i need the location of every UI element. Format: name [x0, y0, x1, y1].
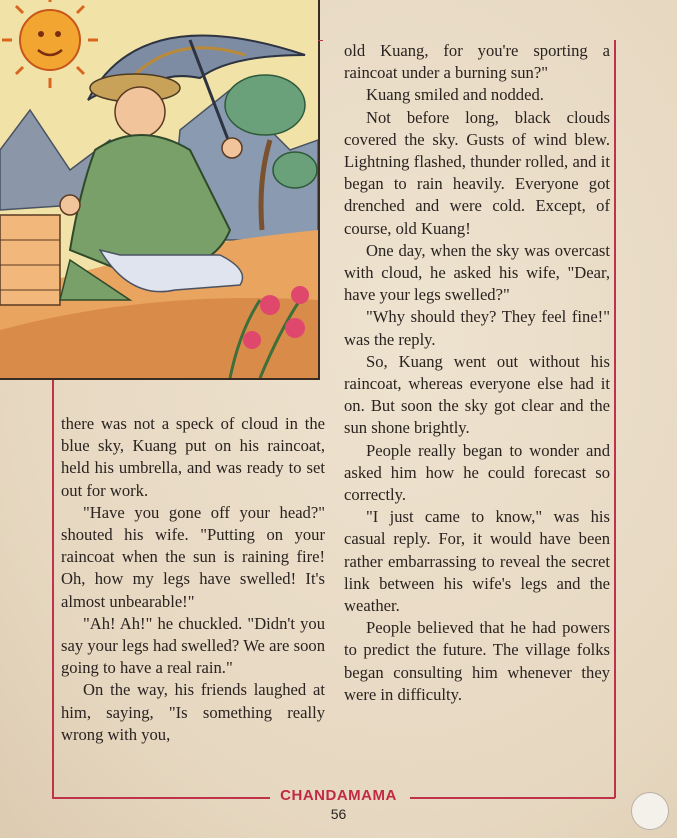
paragraph: "Ah! Ah!" he chuckled. "Didn't you say your legs had swelled? We are soon going to have a real rain." — [61, 613, 325, 678]
paragraph: Not before long, black clouds covered the sky. Gusts of wind blew. Lightning flashed, thunder rolled, and it began to rain heavily. Everyone got drenched and were cold. Except, of course, old Kuang! — [344, 107, 610, 238]
hut-icon — [0, 215, 60, 305]
paragraph: "Why should they? They feel fine!" was the reply. — [344, 307, 610, 349]
paragraph: One day, when the sky was overcast with cloud, he asked his wife, "Dear, have your legs swelled?" — [344, 240, 610, 305]
frame-line-right-vertical — [614, 40, 616, 798]
paragraph: "Have you gone off your head?" shouted his wife. "Putting on your raincoat when the sun is raining fire! Oh, how my legs have swelled! It's almost unbearable!" — [61, 502, 325, 611]
illustration-svg — [0, 0, 318, 378]
page-number: 56 — [330, 806, 347, 822]
magazine-title: CHANDAMAMA — [280, 787, 397, 804]
right-text-column — [344, 40, 610, 706]
left-text-column — [61, 413, 325, 746]
publisher-logo-icon — [631, 792, 669, 830]
paragraph: So, Kuang went out without his raincoat, whereas everyone else had it on. But soon the sky got clear and the sun shone brightly. — [344, 351, 610, 438]
frame-line-left-vertical — [52, 380, 54, 798]
paragraph: Kuang smiled and nodded. — [366, 85, 544, 105]
paragraph: "I just came to know," was his casual reply. For, it would have been rather embarrassing to reveal the secret link between his wife's legs and the weather. — [344, 507, 610, 616]
story-illustration — [0, 0, 320, 380]
frame-line-right-top — [318, 40, 323, 41]
paragraph: People really began to wonder and asked him how he could forecast so correctly. — [344, 440, 610, 505]
paragraph: On the way, his friends laughed at him, saying, "Is something really wrong with you, — [61, 680, 325, 744]
paragraph: old Kuang, for you're sporting a raincoat under a burning sun?" — [344, 41, 610, 83]
paragraph: People believed that he had powers to predict the future. The village folks began consulting him whenever they were in difficulty. — [344, 618, 610, 704]
paragraph: there was not a speck of cloud in the blue sky, Kuang put on his raincoat, held his umbrella, and was ready to set out for work. — [61, 414, 325, 500]
